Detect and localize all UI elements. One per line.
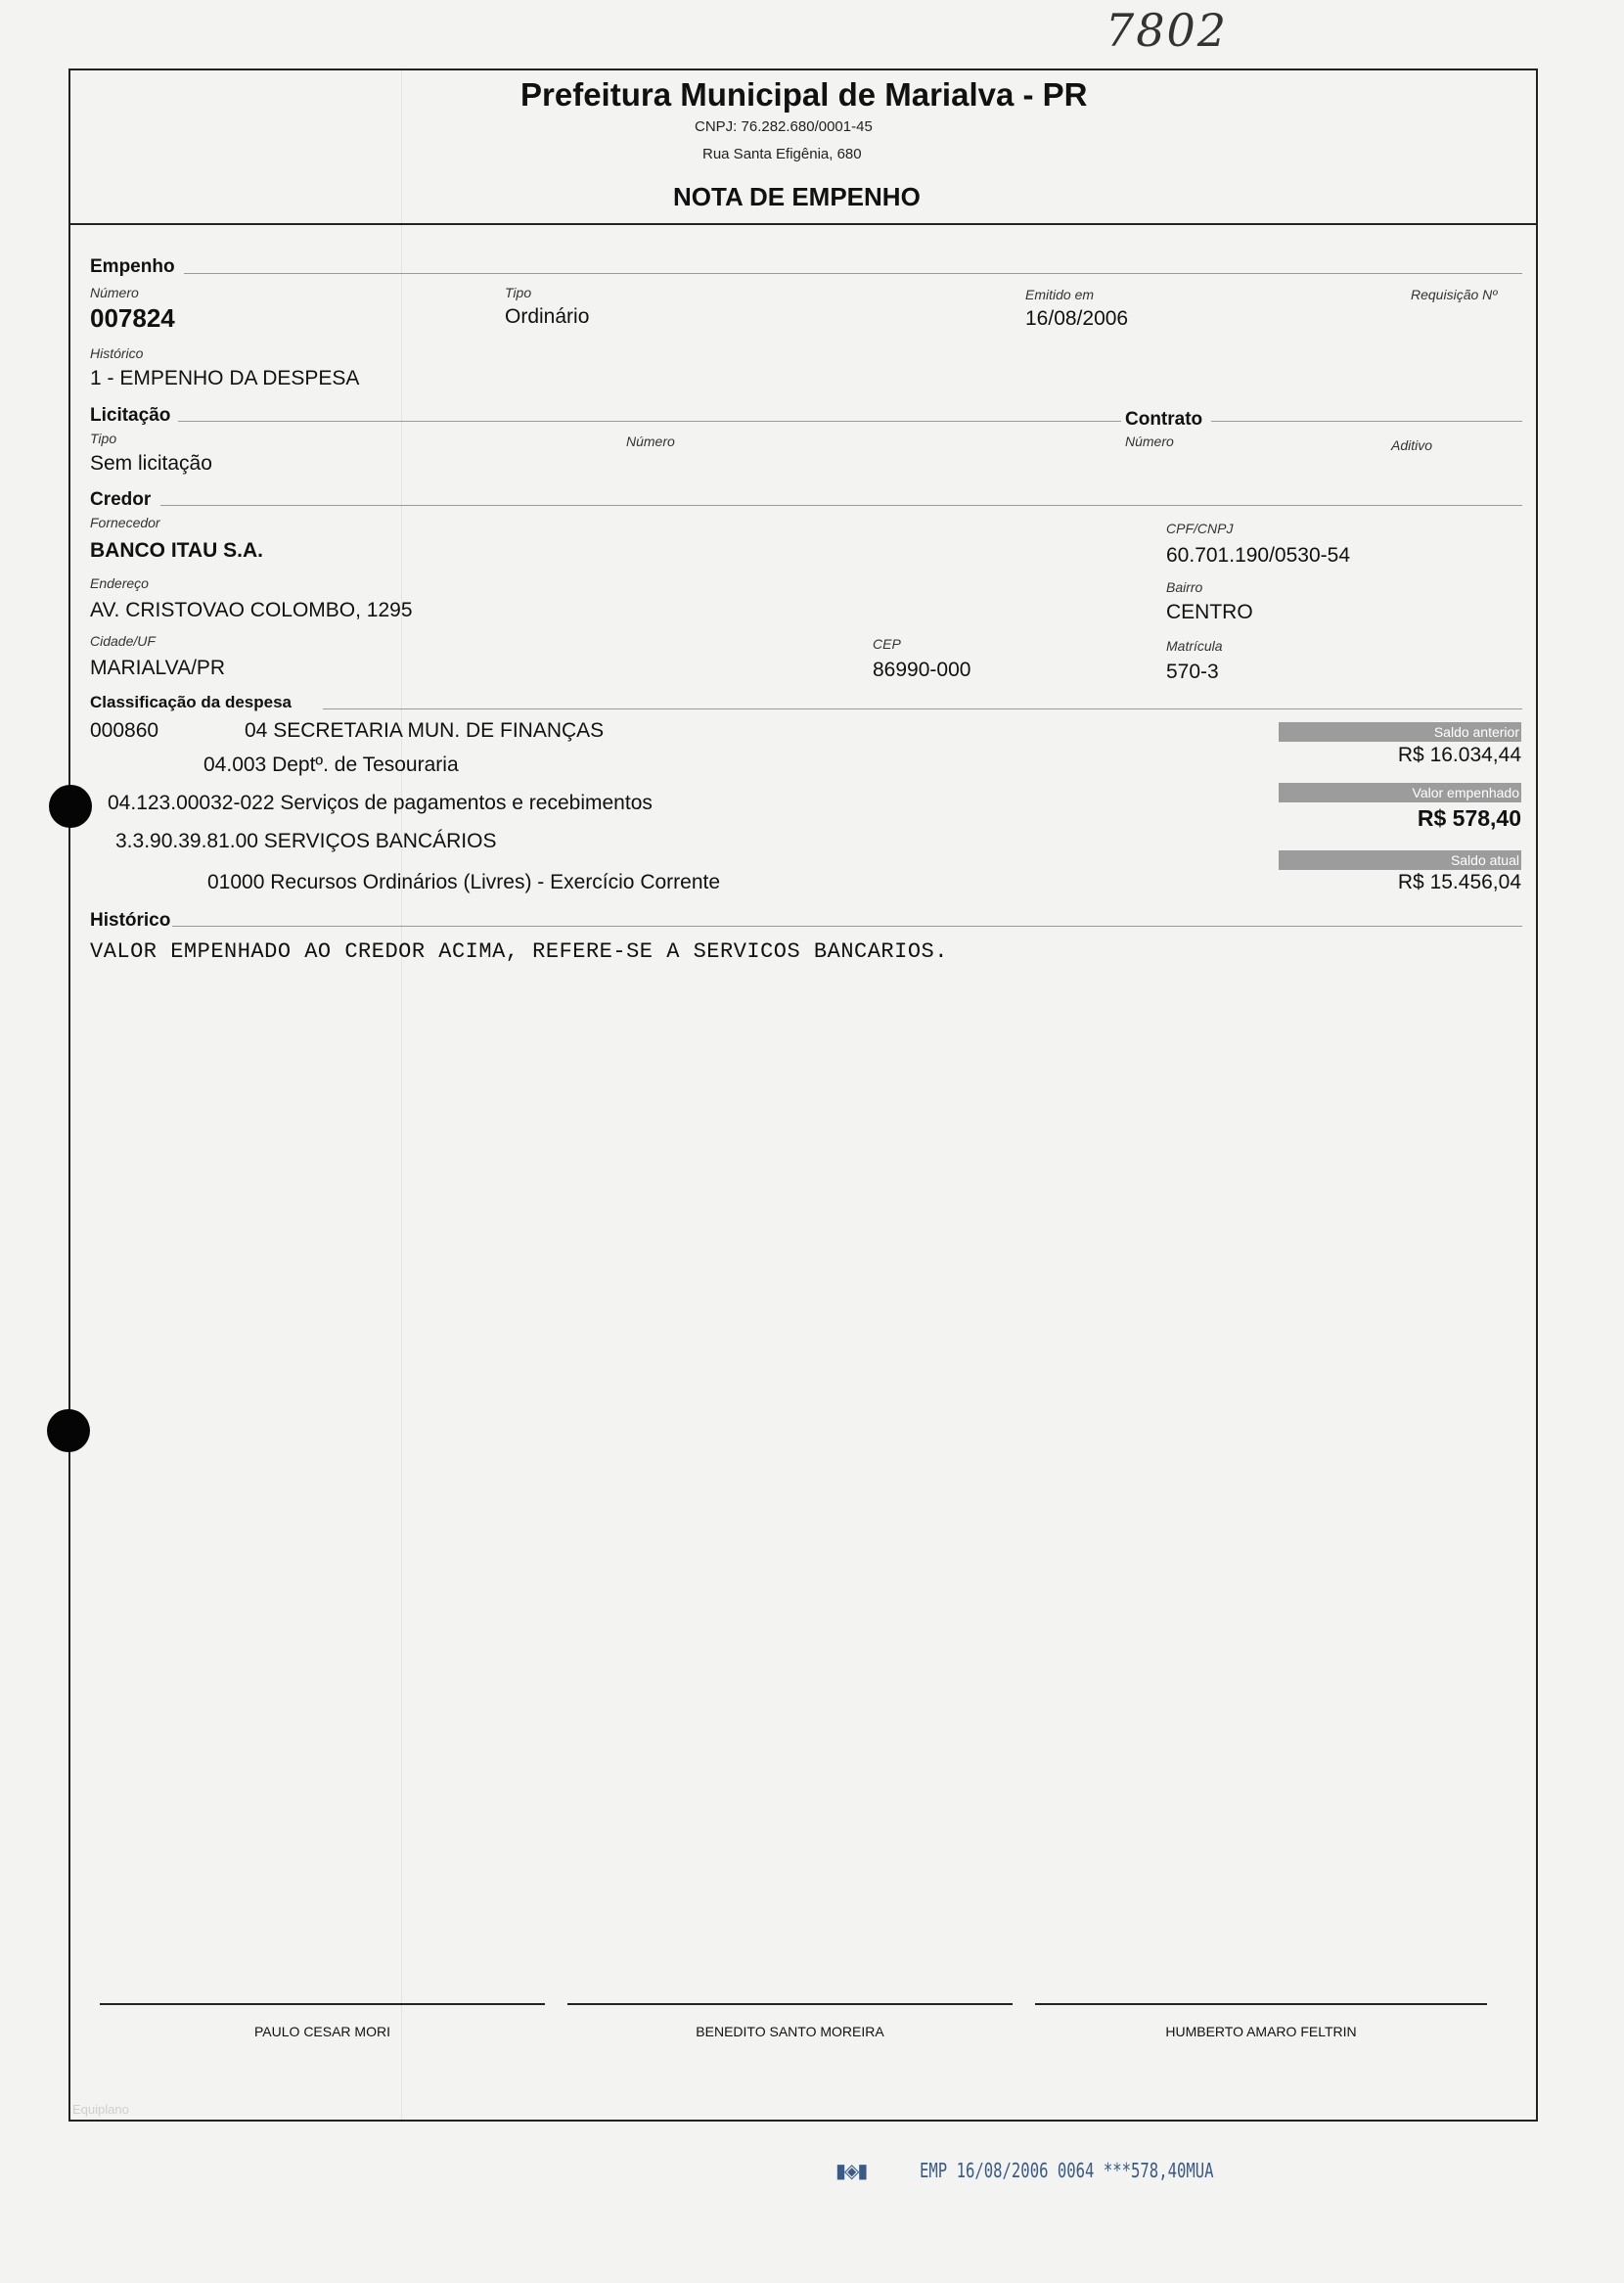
elemento-value: 3.3.90.39.81.00 SERVIÇOS BANCÁRIOS — [115, 830, 497, 852]
valor-empenhado-value: R$ 578,40 — [1417, 805, 1521, 831]
numero-label: Número — [90, 285, 139, 300]
saldo-anterior-label: Saldo anterior — [1279, 722, 1521, 742]
matricula-label: Matrícula — [1166, 638, 1223, 654]
emitido-label: Emitido em — [1025, 287, 1095, 302]
section-divider — [184, 273, 1522, 274]
licitacao-tipo-label: Tipo — [90, 431, 117, 446]
recurso-value: 01000 Recursos Ordinários (Livres) - Exercício Corrente — [207, 871, 721, 893]
section-title-classificacao: Classificação da despesa — [90, 693, 293, 711]
endereco-label: Endereço — [90, 575, 149, 591]
punch-hole — [49, 785, 92, 828]
matricula-value: 570-3 — [1166, 661, 1219, 683]
cnpj-value: 60.701.190/0530-54 — [1166, 544, 1351, 567]
section-title-contrato: Contrato — [1125, 409, 1203, 430]
licitacao-numero-label: Número — [626, 434, 675, 449]
saldo-atual-label: Saldo atual — [1279, 850, 1521, 870]
fornecedor-label: Fornecedor — [90, 515, 160, 530]
municipality-address: Rua Santa Efigênia, 680 — [702, 146, 862, 162]
section-title-credor: Credor — [90, 489, 152, 510]
municipality-title: Prefeitura Municipal de Marialva - PR — [520, 76, 1088, 113]
emitido-value: 16/08/2006 — [1025, 307, 1129, 330]
contrato-aditivo-label: Aditivo — [1391, 437, 1433, 453]
signature-name-1: PAULO CESAR MORI — [254, 2024, 390, 2039]
requisicao-label: Requisição Nº — [1411, 287, 1498, 302]
signature-name-3: HUMBERTO AMARO FELTRIN — [1165, 2024, 1357, 2039]
section-divider — [172, 926, 1522, 927]
section-divider — [323, 708, 1522, 709]
bairro-value: CENTRO — [1166, 601, 1253, 623]
departamento-value: 04.003 Deptº. de Tesouraria — [203, 753, 459, 776]
section-title-empenho: Empenho — [90, 256, 175, 277]
classificacao-code: 000860 — [90, 719, 159, 742]
contrato-numero-label: Número — [1125, 434, 1174, 449]
saldo-anterior-value: R$ 16.034,44 — [1397, 744, 1521, 766]
saldo-atual-value: R$ 15.456,04 — [1397, 871, 1521, 893]
licitacao-tipo-value: Sem licitação — [90, 452, 212, 475]
software-footer: Equiplano — [72, 2102, 129, 2117]
fornecedor-value: BANCO ITAU S.A. — [90, 539, 263, 562]
cep-value: 86990-000 — [873, 659, 971, 681]
programa-value: 04.123.00032-022 Serviços de pagamentos e recebimentos — [108, 792, 653, 814]
empenho-number: 007824 — [90, 303, 175, 333]
handwritten-number: 7802 — [1105, 4, 1229, 57]
section-title-historico: Histórico — [90, 910, 171, 931]
section-divider — [160, 505, 1522, 506]
historico-empenho-value: 1 - EMPENHO DA DESPESA — [90, 367, 360, 389]
valor-empenhado-label: Valor empenhado — [1279, 783, 1521, 802]
endereco-value: AV. CRISTOVAO COLOMBO, 1295 — [90, 599, 413, 621]
cidade-value: MARIALVA/PR — [90, 657, 226, 679]
cnpj-label: CPF/CNPJ — [1166, 521, 1234, 536]
section-title-licitacao: Licitação — [90, 405, 171, 426]
section-divider — [178, 421, 1121, 422]
emp-stamp: EMP 16/08/2006 0064 ***578,40MUA — [920, 2159, 1214, 2182]
signature-line — [100, 2003, 545, 2005]
municipality-cnpj: CNPJ: 76.282.680/0001-45 — [695, 118, 873, 135]
document-title: NOTA DE EMPENHO — [673, 182, 921, 211]
cidade-label: Cidade/UF — [90, 633, 156, 649]
signature-line — [1035, 2003, 1487, 2005]
signature-line — [567, 2003, 1013, 2005]
historico-text: VALOR EMPENHADO AO CREDOR ACIMA, REFERE-SE A SERVICOS BANCARIOS. — [90, 939, 948, 964]
cep-label: CEP — [873, 636, 901, 652]
logo-icon: ▮◈▮ — [835, 2161, 867, 2182]
tipo-value: Ordinário — [505, 305, 590, 328]
historico-label-empenho: Histórico — [90, 345, 144, 361]
signature-name-2: BENEDITO SANTO MOREIRA — [696, 2024, 884, 2039]
punch-hole — [47, 1409, 90, 1452]
paper-fold — [401, 68, 402, 2122]
secretaria-value: 04 SECRETARIA MUN. DE FINANÇAS — [245, 719, 605, 742]
tipo-label: Tipo — [505, 285, 532, 300]
section-divider — [1211, 421, 1522, 422]
bairro-label: Bairro — [1166, 579, 1203, 595]
